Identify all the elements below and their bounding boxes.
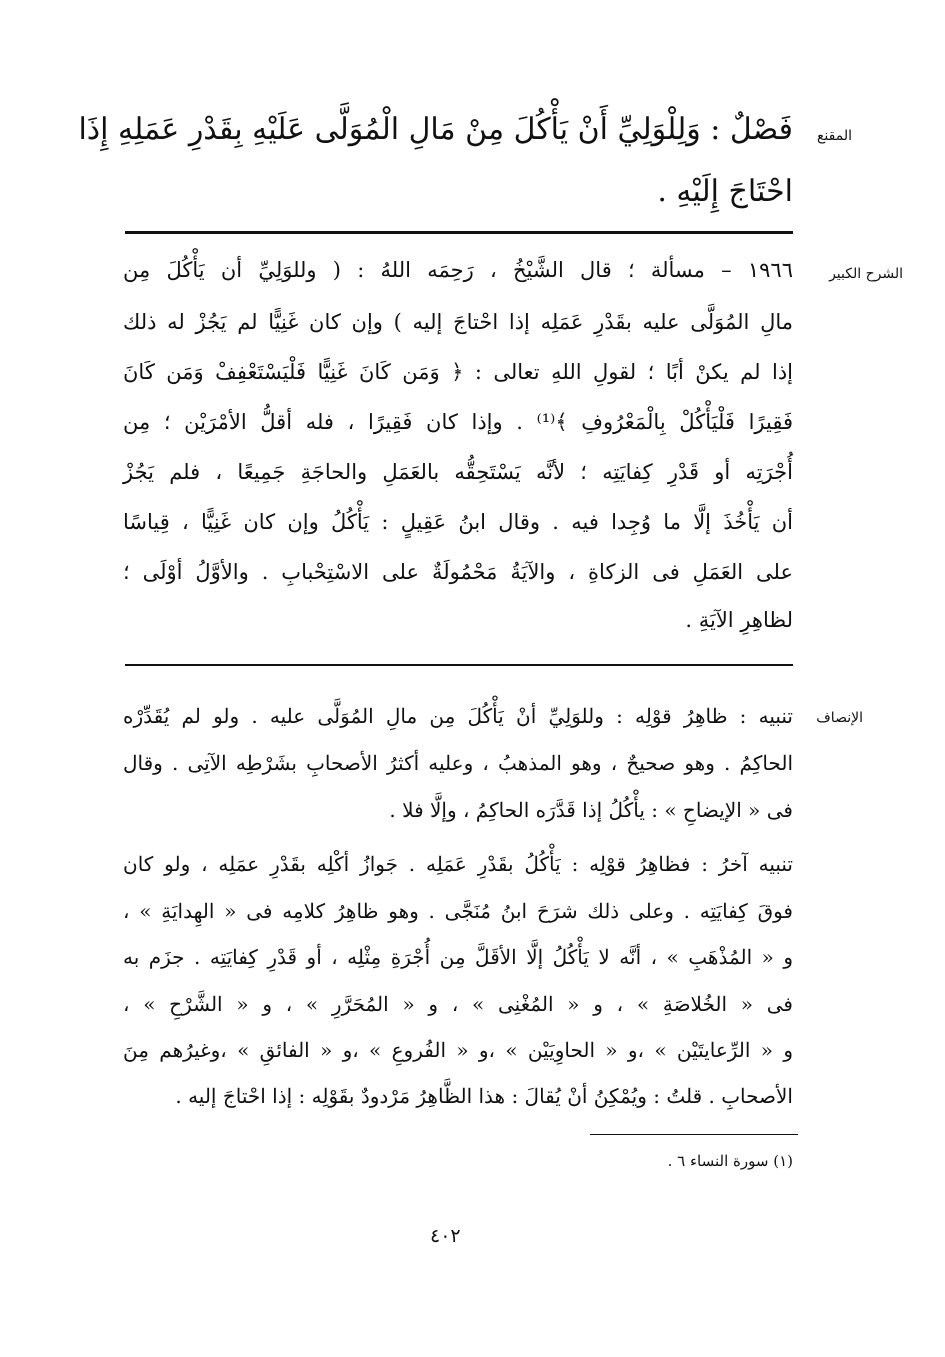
insaf-line: الأصحابِ . قلتُ : ويُمْكِنُ أنْ يُقالَ : هذا الظَّاهِرُ مَرْدودٌ بقَوْلِه : إذا احْتاجَ إليه .	[175, 1084, 793, 1108]
insaf-line: فى « الخُلاصَةِ » ، و « المُغْنِى » ، و « المُحَرَّرِ » ، و « الشَّرْحِ » ،	[123, 992, 793, 1016]
section-divider	[125, 231, 793, 234]
insaf-line: فى « الإيضاحِ » : يأْكُلُ إذا قَدَّرَه الحاكِمُ ، وإلَّا فلا .	[389, 798, 793, 822]
sharh-line: مالِ المُوَلَّى عليه بقَدْرِ عَمَلِه إذا احْتاجَ إليه ) وإن كان غَنِيًّا لم يَجُزْ له ذلك	[123, 310, 793, 334]
muqni-line: فَصْلٌ : وَلِلْوَلِيِّ أَنْ يَأْكُلَ مِنْ مَالِ الْمُوَلَّى عَلَيْهِ بِقَدْرِ عَمَلِهِ إِذَا	[78, 112, 793, 147]
insaf-line: تنبيه : ظاهِرُ قوْلِه : وللوَلِيِّ أنْ يَأْكُلَ مِن مالِ المُوَلَّى عليه . ولو لم يُقَدِّرْه	[123, 704, 793, 728]
section-divider	[125, 664, 793, 666]
sharh-line: ١٩٦٦ – مسألة ؛ قال الشَّيْخُ ، رَحِمَه اللهُ : ( وللوَلِيِّ أن يَأْكُلَ مِن	[123, 258, 793, 282]
footnote: (١) سورة النساء ٦ .	[667, 1152, 793, 1170]
insaf-line: فوقَ كِفايَتِه . وعلى ذلك شرَحَ ابنُ مُنَجَّى . وهو ظاهِرُ كلامِه فى « الهِدايَةِ » ،	[123, 899, 793, 923]
margin-label-muqni: المقنع	[816, 128, 852, 144]
sharh-line: على العَمَلِ فى الزكاةِ ، والآيَةُ مَحْمُولَةٌ على الاسْتِحْبابِ . والأوَّلُ أوْلَى ؛	[123, 560, 793, 584]
sharh-line: فَقِيرًا فَلْيَأْكُلْ بِالْمَعْرُوفِ ﴾⁽¹⁾ . وإذا كان فَقِيرًا ، فله أقلُّ الأمْرَيْن ؛ مِن	[123, 410, 793, 434]
insaf-line: و « المُذْهَبِ » ، أنَّه لا يَأْكُلُ إلَّا الأقَلَّ مِن أُجْرَةِ مِثْلِه ، أو قَدْرِ كِفايَتِه . جزَم به	[123, 945, 793, 969]
footnote-divider	[590, 1134, 798, 1135]
sharh-line: لظاهِرِ الآيَةِ .	[685, 608, 793, 632]
muqni-line: احْتَاجَ إِلَيْهِ .	[657, 174, 793, 209]
insaf-line: و « الرِّعايتَيْن » ،و « الحاوِيَيْن » ،و « الفُروعِ » ،و « الفائقِ » ،وغيرُهم مِنَ	[123, 1038, 793, 1062]
insaf-line: تنبيه آخرُ : فظاهِرُ قوْلِه : يَأْكُلُ بقَدْرِ عَمَلِه . جَوازُ أكْلِه بقَدْرِ عمَلِه ، ولو كان	[123, 852, 793, 876]
sharh-line: أن يَأْخُذَ إلَّا ما وُجِدا فيه . وقال ابنُ عَقِيلٍ : يَأْكُلُ وإن كان غَنِيًّا ، قِياسًا	[123, 510, 793, 534]
insaf-line: الحاكِمُ . وهو صحيحٌ ، وهو المذهبُ ، وعليه أكثرُ الأصحابِ بشَرْطِه الآتِى . وقال	[123, 751, 793, 775]
sharh-line: إذا لم يكنْ أبًا ؛ لقولِ اللهِ تعالى : ﴿ وَمَن كَانَ غَنِيًّا فَلْيَسْتَعْفِفْ وَمَن كَانَ	[123, 360, 793, 384]
page-number: ٤٠٢	[430, 1225, 461, 1247]
margin-label-insaf: الإنصاف	[816, 710, 863, 726]
sharh-line: أُجْرَتِه أو قَدْرِ كِفايَتِه ؛ لأنَّه يَسْتَحِقُّه بالعَمَلِ والحاجَةِ جَمِيعًا ، فلم يَجُزْ	[123, 460, 793, 484]
margin-label-sharh: الشرح الكبير	[829, 266, 903, 282]
